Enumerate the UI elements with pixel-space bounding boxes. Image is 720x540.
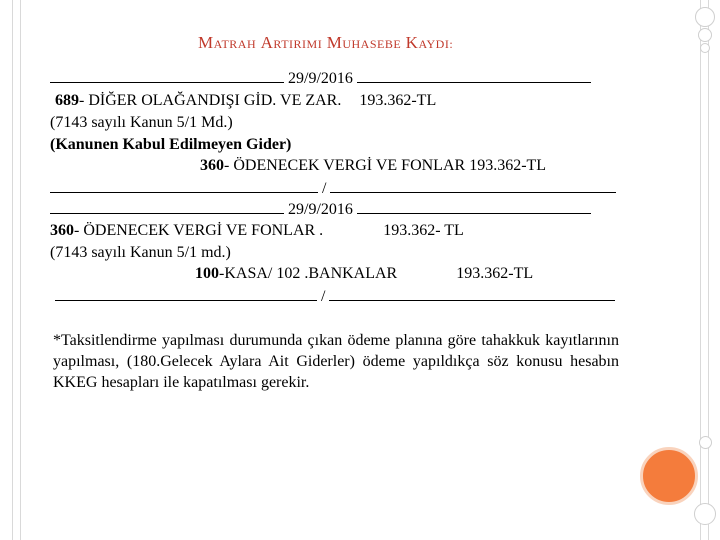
rule-line	[357, 68, 591, 83]
rule-line	[50, 68, 284, 83]
separator-slash: /	[321, 288, 326, 305]
credit-line-1	[200, 156, 546, 176]
accent-circle	[640, 447, 698, 505]
decorative-circle	[700, 43, 710, 53]
debit-line-2	[50, 221, 464, 241]
law-note-1: (7143 sayılı Kanun 5/1 Md.)	[50, 114, 233, 131]
right-border-decoration	[700, 0, 709, 540]
amount: 193.362-TL	[469, 157, 547, 174]
law-note-2: (7143 sayılı Kanun 5/1 md.)	[50, 244, 231, 261]
keg-note: (Kanunen Kabul Edilmeyen Gider)	[50, 136, 292, 153]
decorative-circle	[699, 436, 712, 449]
journal-date-line-2	[50, 199, 591, 220]
account-name: -KASA/ 102 .BANKALAR	[219, 265, 398, 282]
left-border-decoration	[12, 0, 21, 540]
account-name: - ÖDENECEK VERGİ VE FONLAR .	[74, 222, 324, 239]
amount: 193.362-TL	[456, 265, 534, 282]
account-code: 360	[50, 222, 74, 239]
rule-line	[50, 178, 318, 193]
account-code: 100	[195, 265, 219, 282]
footnote-paragraph: *Taksitlendirme yapılması durumunda çıkan ödeme planına göre tahakkuk kayıtlarının yapılması, (180.Gelecek Aylara Ait Giderler) ödeme yapıldıkça söz konusu hesabın KKEG hesapları ile kapatılması gerekir.	[53, 332, 619, 391]
account-code: 689	[55, 92, 79, 109]
rule-line	[329, 286, 615, 301]
account-name: - DİĞER OLAĞANDIŞI GİD. VE ZAR.	[79, 92, 342, 109]
credit-line-2	[195, 264, 533, 284]
rule-line	[357, 199, 591, 214]
amount: 193.362-TL	[359, 92, 437, 109]
rule-line	[50, 199, 284, 214]
decorative-circle	[694, 503, 716, 525]
journal-date-line-1	[50, 68, 591, 89]
separator-slash: /	[322, 180, 327, 197]
entry-date: 29/9/2016	[288, 70, 353, 87]
amount: 193.362- TL	[383, 222, 464, 239]
rule-line	[55, 286, 317, 301]
journal-separator-1	[50, 178, 616, 199]
account-name: - ÖDENECEK VERGİ VE FONLAR	[224, 157, 466, 174]
entry-date: 29/9/2016	[288, 201, 353, 218]
decorative-circle	[695, 7, 715, 27]
journal-separator-2	[55, 286, 615, 307]
debit-line-1	[55, 91, 436, 111]
slide-title: MATRAH ARTIRIMI MUHASEBE KAYDI:	[198, 33, 454, 52]
decorative-circle	[698, 28, 712, 42]
rule-line	[330, 178, 616, 193]
account-code: 360	[200, 157, 224, 174]
